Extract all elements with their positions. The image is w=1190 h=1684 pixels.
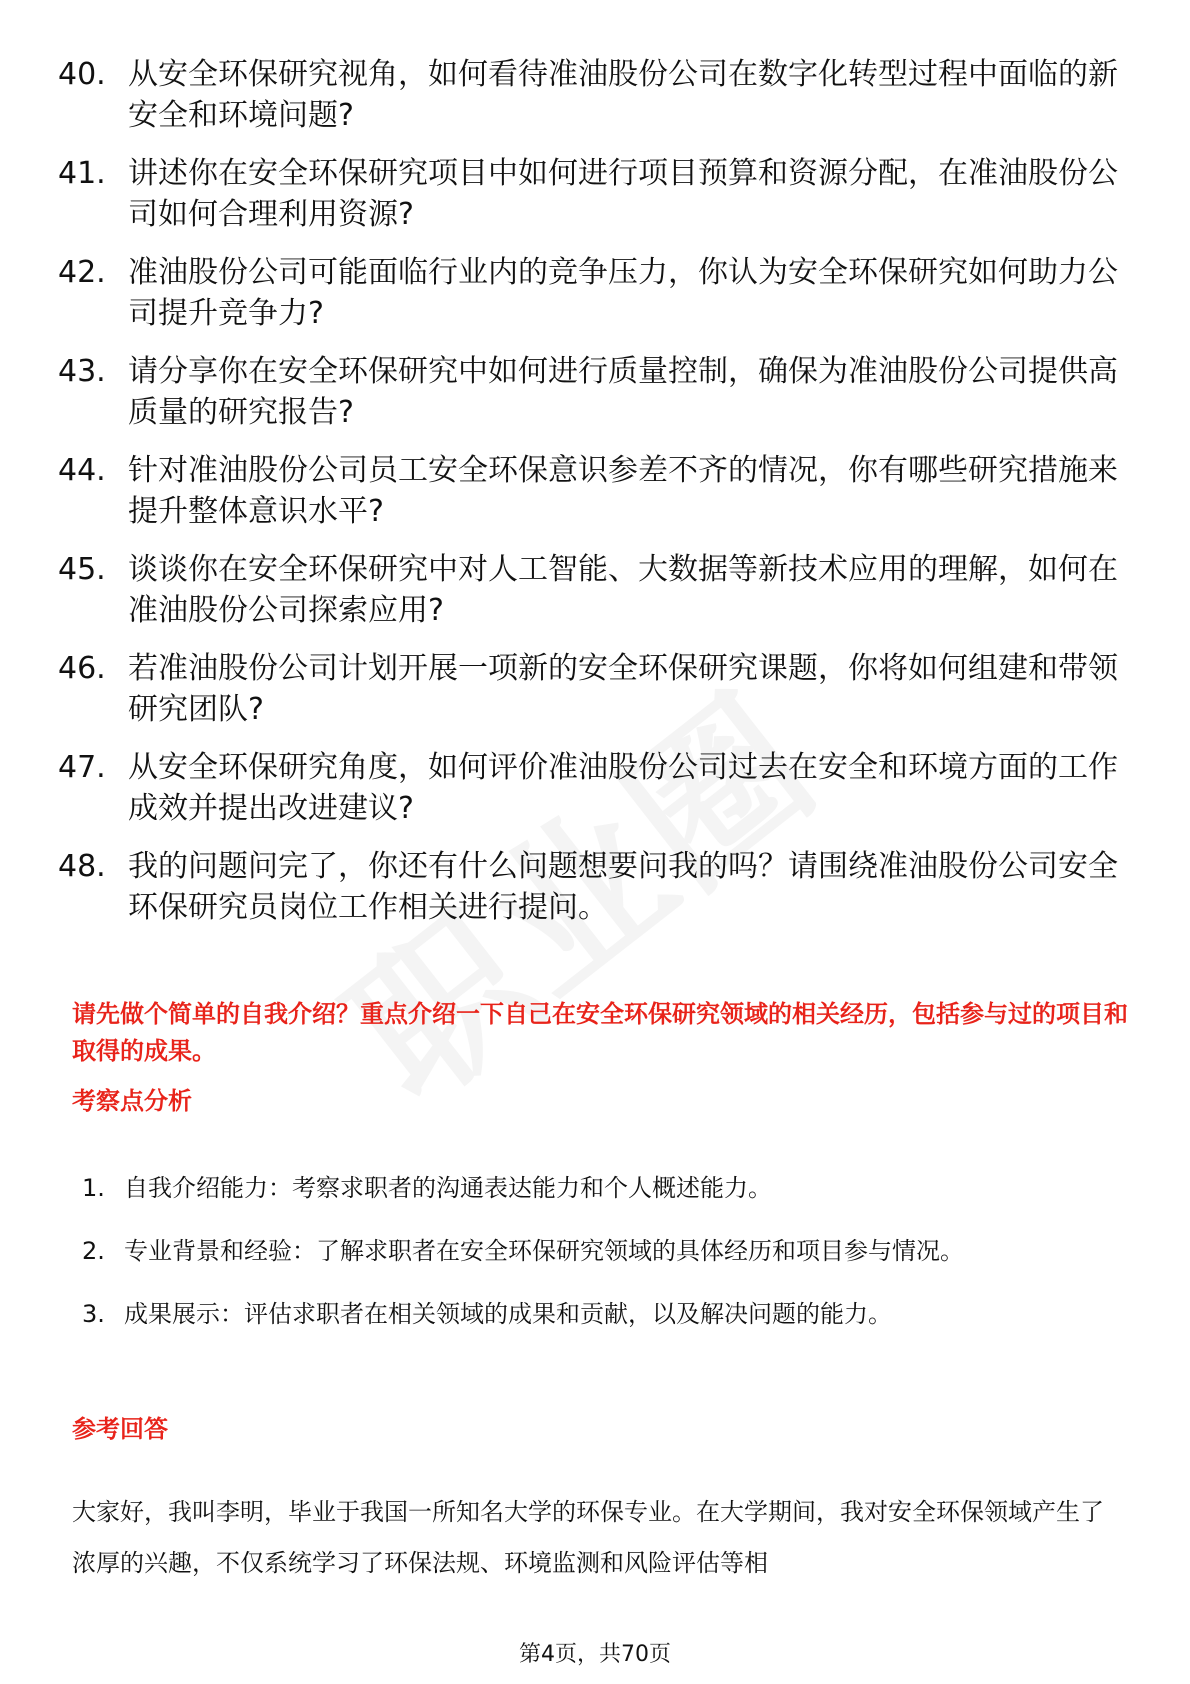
- question-number: 45.: [58, 552, 106, 587]
- list-item: [82, 1289, 1102, 1340]
- question-list: [58, 54, 1118, 945]
- question-number: 47.: [58, 750, 106, 785]
- question-number: 48.: [58, 849, 106, 884]
- question-number: 43.: [58, 354, 106, 389]
- question-text: 针对准油股份公司员工安全环保意识参差不齐的情况，你有哪些研究措施来提升整体意识水平?: [128, 453, 1118, 529]
- list-item: [58, 54, 1118, 136]
- analysis-number: 1.: [82, 1174, 105, 1202]
- question-number: 46.: [58, 651, 106, 686]
- question-text: 从安全环保研究角度，如何评价准油股份公司过去在安全和环境方面的工作成效并提出改进建议?: [128, 750, 1118, 826]
- list-item: [82, 1163, 1102, 1214]
- list-item: [58, 846, 1118, 928]
- list-item: [58, 549, 1118, 631]
- analysis-number: 2.: [82, 1237, 105, 1265]
- question-text: 请分享你在安全环保研究中如何进行质量控制，确保为准油股份公司提供高质量的研究报告?: [128, 354, 1118, 430]
- question-text: 讲述你在安全环保研究项目中如何进行项目预算和资源分配，在准油股份公司如何合理利用资源?: [128, 156, 1118, 232]
- list-item: [58, 648, 1118, 730]
- list-item: [58, 351, 1118, 433]
- reference-heading: 参考回答: [72, 1415, 168, 1443]
- list-item: [82, 1226, 1102, 1277]
- question-text: 谈谈你在安全环保研究中对人工智能、大数据等新技术应用的理解，如何在准油股份公司探索应用?: [128, 552, 1118, 628]
- analysis-number: 3.: [82, 1300, 105, 1328]
- question-text: 若准油股份公司计划开展一项新的安全环保研究课题，你将如何组建和带领研究团队?: [128, 651, 1118, 727]
- analysis-heading: 考察点分析: [72, 1087, 192, 1115]
- list-item: [58, 252, 1118, 334]
- reference-answer: 大家好，我叫李明，毕业于我国一所知名大学的环保专业。在大学期间，我对安全环保领域产生了浓厚的兴趣，不仅系统学习了环保法规、环境监测和风险评估等相: [72, 1498, 1104, 1577]
- analysis-list: [82, 1163, 1102, 1352]
- page-footer: 第4页，共70页: [519, 1642, 671, 1667]
- analysis-text: 自我介绍能力：考察求职者的沟通表达能力和个人概述能力。: [124, 1174, 772, 1202]
- question-text: 我的问题问完了，你还有什么问题想要问我的吗？请围绕准油股份公司安全环保研究员岗位工作相关进行提问。: [128, 849, 1118, 925]
- analysis-text: 专业背景和经验：了解求职者在安全环保研究领域的具体经历和项目参与情况。: [124, 1237, 964, 1265]
- question-number: 44.: [58, 453, 106, 488]
- list-item: [58, 450, 1118, 532]
- list-item: [58, 153, 1118, 235]
- analysis-text: 成果展示：评估求职者在相关领域的成果和贡献，以及解决问题的能力。: [124, 1300, 892, 1328]
- question-number: 42.: [58, 255, 106, 290]
- list-item: [58, 747, 1118, 829]
- intro-question: 请先做个简单的自我介绍？重点介绍一下自己在安全环保研究领域的相关经历，包括参与过的项目和取得的成果。: [72, 1000, 1128, 1065]
- question-text: 从安全环保研究视角，如何看待准油股份公司在数字化转型过程中面临的新安全和环境问题?: [128, 57, 1118, 133]
- question-number: 41.: [58, 156, 106, 191]
- question-text: 准油股份公司可能面临行业内的竞争压力，你认为安全环保研究如何助力公司提升竞争力?: [128, 255, 1118, 331]
- question-number: 40.: [58, 57, 106, 92]
